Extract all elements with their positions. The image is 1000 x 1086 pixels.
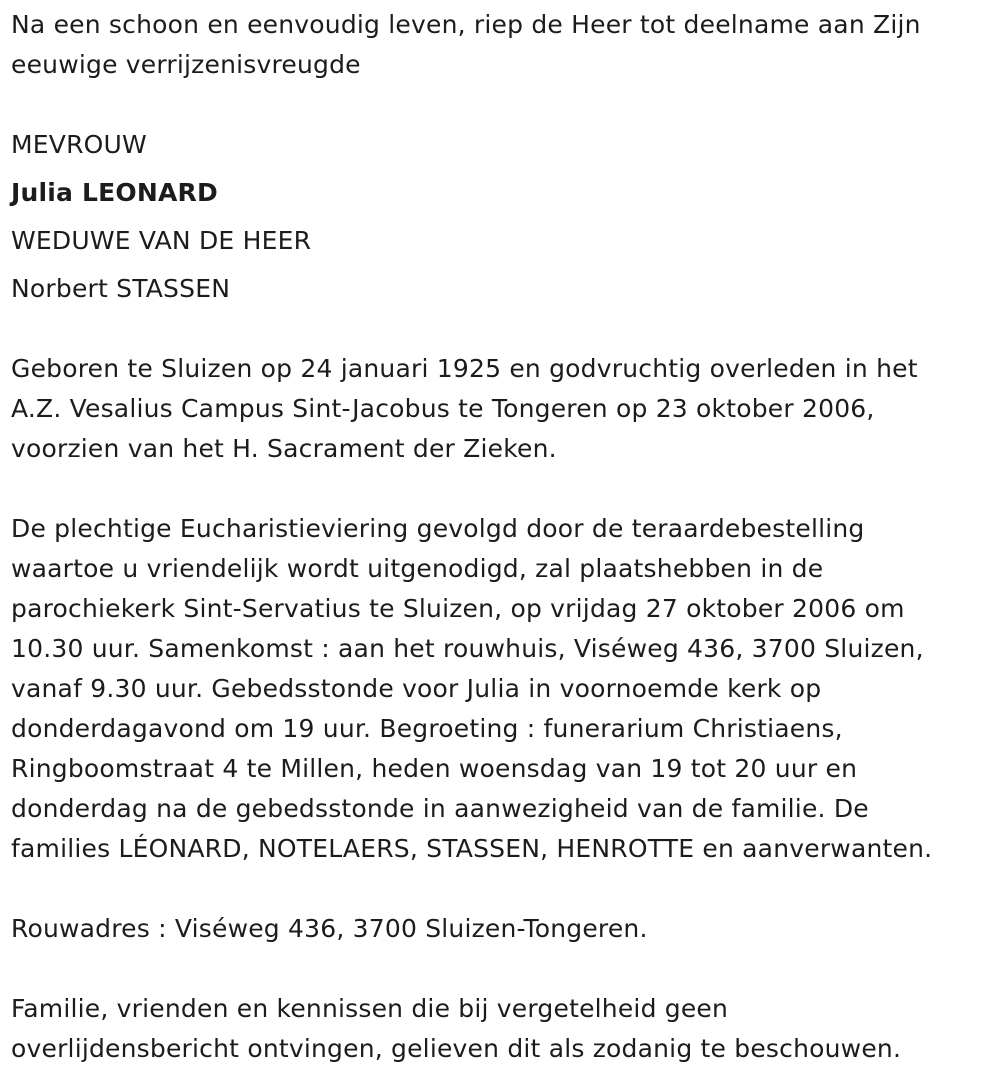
closing-line: Familie, vrienden en kennissen die bij vergetelheid geen: [11, 994, 729, 1023]
intro-line: Na een schoon en eenvoudig leven, riep de Heer tot deelname aan Zijn: [11, 10, 921, 39]
ceremony-line: De plechtige Eucharistieviering gevolgd door de teraardebestelling: [11, 514, 865, 543]
ceremony-line: vanaf 9.30 uur. Gebedsstonde voor Julia in voornoemde kerk op: [11, 674, 822, 703]
ceremony-line: parochiekerk Sint-Servatius te Sluizen, op vrijdag 27 oktober 2006 om: [11, 594, 905, 623]
spouse-name: Norbert STASSEN: [11, 274, 231, 303]
birth-death-line: A.Z. Vesalius Campus Sint-Jacobus te Tongeren op 23 oktober 2006,: [11, 394, 875, 423]
birth-death-line: Geboren te Sluizen op 24 januari 1925 en godvruchtig overleden in het: [11, 354, 918, 383]
ceremony-line: Ringboomstraat 4 te Millen, heden woensdag van 19 tot 20 uur en: [11, 754, 858, 783]
closing-line: overlijdensbericht ontvingen, gelieven dit als zodanig te beschouwen.: [11, 1034, 902, 1063]
ceremony-line: families LÉONARD, NOTELAERS, STASSEN, HENROTTE en aanverwanten.: [11, 834, 933, 863]
ceremony-line: donderdagavond om 19 uur. Begroeting : funerarium Christiaens,: [11, 714, 843, 743]
intro-line: eeuwige verrijzenisvreugde: [11, 50, 361, 79]
ceremony-line: 10.30 uur. Samenkomst : aan het rouwhuis, Viséweg 436, 3700 Sluizen,: [11, 634, 924, 663]
birth-death-line: voorzien van het H. Sacrament der Zieken.: [11, 434, 557, 463]
ceremony-line: waartoe u vriendelijk wordt uitgenodigd, zal plaatshebben in de: [11, 554, 824, 583]
deceased-name: Julia LEONARD: [11, 178, 218, 207]
widow-of-label: WEDUWE VAN DE HEER: [11, 226, 312, 255]
mourning-address: Rouwadres : Viséweg 436, 3700 Sluizen-Tongeren.: [11, 914, 648, 943]
ceremony-line: donderdag na de gebedsstonde in aanwezigheid van de familie. De: [11, 794, 869, 823]
honorific-title: MEVROUW: [11, 130, 147, 159]
